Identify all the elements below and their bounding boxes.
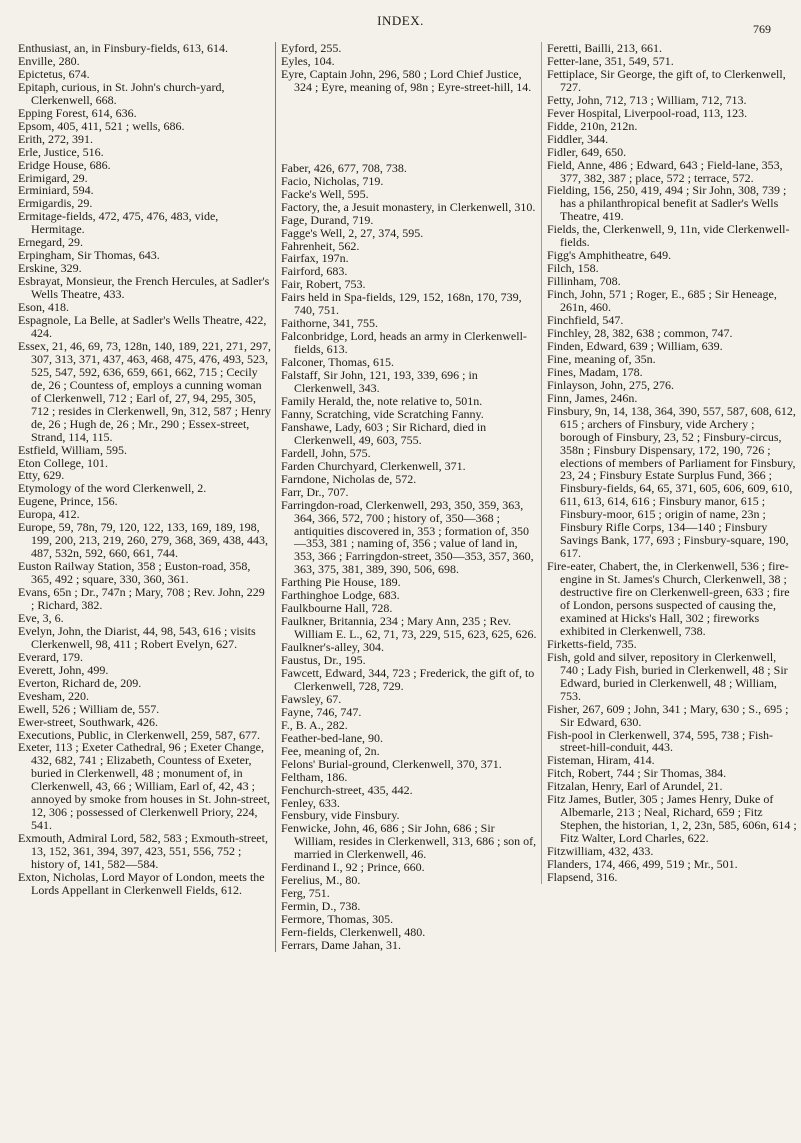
index-entry: Exmouth, Admiral Lord, 582, 583 ; Exmouth-street, 13, 152, 361, 394, 397, 423, 551, 556, 752 ; history of, 141, 582—584.: [18, 831, 268, 872]
index-entry: Erskine, 329.: [18, 261, 82, 276]
index-entry: Farthing Pie House, 189.: [281, 575, 401, 590]
index-entry: Fiddler, 344.: [547, 131, 609, 146]
index-entry: Falstaff, Sir John, 121, 193, 339, 696 ; in Clerkenwell, 343.: [281, 368, 478, 396]
index-entry: Everard, 179.: [18, 649, 83, 664]
index-entry: Ferrars, Dame Jahan, 31.: [281, 938, 401, 952]
index-entry: Eridge House, 686.: [18, 157, 111, 172]
index-entry: Erle, Justice, 516.: [18, 144, 104, 159]
index-entry: Epictetus, 674.: [18, 66, 90, 81]
index-entry: Erimigard, 29.: [18, 170, 88, 185]
index-entry: Enville, 280.: [18, 53, 80, 68]
index-entry: Firketts-field, 735.: [547, 636, 637, 651]
index-entry: Eve, 3, 6.: [18, 610, 64, 625]
index-entry: Eton College, 101.: [18, 455, 108, 470]
index-entry: Epsom, 405, 411, 521 ; wells, 686.: [18, 118, 185, 133]
index-entry: Fitch, Robert, 744 ; Sir Thomas, 384.: [547, 766, 727, 781]
index-entry: Ferdinand I., 92 ; Prince, 660.: [281, 860, 425, 875]
index-entry: Farthinghoe Lodge, 683.: [281, 588, 400, 603]
index-entry: Ferg, 751.: [281, 886, 330, 901]
index-entry: Fisteman, Hiram, 414.: [547, 753, 655, 768]
index-entry: Everton, Richard de, 209.: [18, 675, 142, 690]
index-entry: Fermin, D., 738.: [281, 899, 361, 914]
index-entry: Fanny, Scratching, vide Scratching Fanny.: [281, 406, 484, 421]
index-entry: Fielding, 156, 250, 419, 494 ; Sir John, 308, 739 ; has a philanthropical benefit at Sadler's Wells Theatre, 419.: [547, 183, 787, 224]
index-entry: Ermitage-fields, 472, 475, 476, 483, vide, Hermitage.: [18, 209, 219, 237]
index-entry: Farr, Dr., 707.: [281, 484, 349, 499]
index-entry: Fermore, Thomas, 305.: [281, 912, 394, 927]
index-entry: Erpingham, Sir Thomas, 643.: [18, 248, 160, 263]
index-entry: Faber, 426, 677, 708, 738.: [281, 160, 407, 175]
index-entry: Faustus, Dr., 195.: [281, 653, 366, 668]
index-entry: Fine, meaning of, 35n.: [547, 351, 656, 366]
index-entry: Evans, 65n ; Dr., 747n ; Mary, 708 ; Rev. John, 229 ; Richard, 382.: [18, 585, 265, 612]
index-entry: Fields, the, Clerkenwell, 9, 11n, vide Clerkenwell-fields.: [547, 222, 790, 250]
index-entry: Fitzwilliam, 432, 433.: [547, 844, 654, 859]
page-number: 769: [753, 22, 771, 36]
index-entry: Faulkner, Britannia, 234 ; Mary Ann, 235 ; Rev. William E. L., 62, 71, 73, 229, 515, 623, 625, 626.: [281, 614, 537, 642]
index-entry: Erminiard, 594.: [18, 183, 94, 198]
index-entry: Evelyn, John, the Diarist, 44, 98, 543, 616 ; visits Clerkenwell, 98, 411 ; Robert Evelyn, 627.: [18, 623, 256, 651]
index-entry: Farringdon-road, Clerkenwell, 293, 350, 359, 363, 364, 366, 572, 700 ; history of, 350—368 ; antiquities discovered in, 353 ; formation of, 350—353, 381 ; naming of, 356 ; value of land in, 353, 366 ; Farringdon-street, 350—353, 357, 360, 363, 375, 381, 389, 390, 506, 698.: [281, 497, 534, 577]
index-entry: Eyford, 255.: [281, 41, 342, 55]
index-entry: Feretti, Bailli, 213, 661.: [547, 41, 662, 55]
index-entry: Feather-bed-lane, 90.: [281, 730, 384, 745]
running-title: INDEX.: [377, 13, 424, 28]
index-entry: Fairs held in Spa-fields, 129, 152, 168n, 170, 739, 740, 751.: [281, 290, 522, 318]
index-entry: Feltham, 186.: [281, 769, 348, 784]
index-column-1: [18, 42, 271, 897]
index-entry: Epitaph, curious, in St. John's church-yard, Clerkenwell, 668.: [18, 79, 225, 107]
index-entry: Finlayson, John, 275, 276.: [547, 377, 675, 392]
index-entry: Fair, Robert, 753.: [281, 277, 366, 292]
index-entry: Fairford, 683.: [281, 264, 348, 279]
index-entry: Family Herald, the, note relative to, 501n.: [281, 393, 483, 408]
index-entry: Executions, Public, in Clerkenwell, 259, 587, 677.: [18, 727, 260, 742]
index-entry: Fensbury, vide Finsbury.: [281, 808, 400, 823]
index-entry: Fayne, 746, 747.: [281, 704, 362, 719]
index-entry: Falconbridge, Lord, heads an army in Clerkenwell-fields, 613.: [281, 329, 527, 357]
index-entry: Etymology of the word Clerkenwell, 2.: [18, 481, 207, 496]
index-entry: Facke's Well, 595.: [281, 186, 369, 201]
index-entry: Euston Railway Station, 358 ; Euston-road, 358, 365, 492 ; square, 330, 360, 361.: [18, 559, 251, 587]
index-entry: Falconer, Thomas, 615.: [281, 355, 394, 370]
index-entry: Espagnole, La Belle, at Sadler's Wells Theatre, 422, 424.: [18, 313, 267, 340]
index-entry: Exeter, 113 ; Exeter Cathedral, 96 ; Exeter Change, 432, 682, 741 ; Elizabeth, Countess of Exeter, buried in Clerkenwell, 48 ; monument of, in Clerkenwell, 43, 66 ; William, Earl of, 42, 43 ; annoyed by smoke from houses in St. John-street, 12, 306 ; possessed of Clerkenwell Priory, 224, 541.: [18, 740, 270, 833]
index-entry: Faulkbourne Hall, 728.: [281, 601, 393, 616]
index-entry: Finden, Edward, 639 ; William, 639.: [547, 338, 723, 353]
index-entry: Ermigardis, 29.: [18, 196, 93, 211]
index-entry: Erith, 272, 391.: [18, 131, 93, 146]
index-entry: Evesham, 220.: [18, 688, 89, 703]
index-entry: Estfield, William, 595.: [18, 442, 127, 457]
index-entry: Facio, Nicholas, 719.: [281, 173, 384, 188]
index-entry: Fever Hospital, Liverpool-road, 113, 123.: [547, 105, 748, 120]
index-entry: Europa, 412.: [18, 507, 80, 522]
page-header: [0, 10, 801, 34]
index-entry: Finchley, 28, 382, 638 ; common, 747.: [547, 325, 733, 340]
index-entry: Fage, Durand, 719.: [281, 212, 374, 227]
index-entry: Fillinham, 708.: [547, 274, 621, 289]
index-entry: Eyre, Captain John, 296, 580 ; Lord Chief Justice, 324 ; Eyre, meaning of, 98n ; Eyre-street-hill, 14.: [281, 66, 532, 94]
index-entry: Fish, gold and silver, repository in Clerkenwell, 740 ; Lady Fish, buried in Clerkenwell, 48 ; Sir Edward, buried in Clerkenwell, 48 ; William, 753.: [547, 649, 788, 703]
index-entry: Filch, 158.: [547, 261, 599, 276]
index-entry: Fisher, 267, 609 ; John, 341 ; Mary, 630 ; S., 695 ; Sir Edward, 630.: [547, 701, 789, 729]
index-entry: Felons' Burial-ground, Clerkenwell, 370, 371.: [281, 756, 502, 771]
index-entry: Fitz James, Butler, 305 ; James Henry, Duke of Albemarle, 213 ; Neal, Richard, 659 ; Fitz Stephen, the historian, 1, 2, 23n, 585, 606n, 614 ; Fitz Walter, Lord Charles, 622.: [547, 792, 797, 846]
index-entry: Fidler, 649, 650.: [547, 144, 627, 159]
index-entry: Enthusiast, an, in Finsbury-fields, 613, 614.: [18, 41, 228, 55]
index-entry: Ferelius, M., 80.: [281, 873, 361, 888]
index-entry: Ernegard, 29.: [18, 235, 83, 250]
index-entry: Ewer-street, Southwark, 426.: [18, 714, 159, 729]
index-entry: Fettiplace, Sir George, the gift of, to Clerkenwell, 727.: [547, 66, 786, 94]
index-entry: Esbrayat, Monsieur, the French Hercules, at Sadler's Wells Theatre, 433.: [18, 274, 270, 302]
index-entry: Finsbury, 9n, 14, 138, 364, 390, 557, 587, 608, 612, 615 ; archers of Finsbury, vide Archery ; borough of Finsbury, 23, 52 ; Finsbury-circus, 358n ; Finsbury Dispensary, 172, 190, 726 ; elections of members of Parliament for Finsbury, 23, 24 ; Finsbury Estate Surplus Fund, 366 ; Finsbury-fields, 64, 65, 371, 605, 606, 609, 610, 611, 613, 614, 616 ; Finsbury manor, 615 ; Finsbury-moor, 615 ; origin of name, 23n ; Finsbury Rifle Corps, 134—140 ; Finsbury Savings Bank, 177, 693 ; Finsbury-square, 190, 617.: [547, 403, 796, 561]
index-column-3: [541, 42, 797, 884]
index-entry: Finchfield, 547.: [547, 313, 624, 328]
index-entry: Fetty, John, 712, 713 ; William, 712, 713.: [547, 92, 747, 107]
index-entry: Essex, 21, 46, 69, 73, 128n, 140, 189, 221, 271, 297, 307, 313, 371, 437, 463, 468, 475, 476, 493, 523, 525, 547, 592, 636, 659, 661, 662, 715 ; Cecily de, 26 ; Countess of, employs a cunning woman of Clerkenwell, 712 ; Earl of, 27, 94, 295, 305, 712 ; resides in Clerkenwell, 9n, 312, 587 ; Henry de, 26 ; Hugh de, 26 ; Mr., 290 ; Essex-street, Strand, 114, 115.: [18, 338, 271, 444]
index-entry: Field, Anne, 486 ; Edward, 643 ; Field-lane, 353, 377, 382, 387 ; place, 572 ; terrace, 572.: [547, 157, 783, 185]
index-entry: Finn, James, 246n.: [547, 390, 638, 405]
index-entry: Eugene, Prince, 156.: [18, 494, 118, 509]
index-entry: Everett, John, 499.: [18, 662, 109, 677]
index-entry: Farndone, Nicholas de, 572.: [281, 471, 417, 486]
index-entry: Fern-fields, Clerkenwell, 480.: [281, 925, 426, 940]
index-entry: Figg's Amphitheatre, 649.: [547, 248, 672, 263]
index-entry: Flapsend, 316.: [547, 870, 618, 884]
index-entry: Fanshawe, Lady, 603 ; Sir Richard, died in Clerkenwell, 49, 603, 755.: [281, 419, 487, 447]
index-entry: Eyles, 104.: [281, 53, 335, 68]
index-entry: Exton, Nicholas, Lord Mayor of London, meets the Lords Appellant in Clerkenwell Fields, 612.: [18, 870, 265, 897]
index-entry: Faithorne, 341, 755.: [281, 316, 378, 331]
index-entry: Ewell, 526 ; William de, 557.: [18, 701, 160, 716]
index-entry: Fire-eater, Chabert, the, in Clerkenwell, 536 ; fire-engine in St. James's Church, Clerkenwell, 38 ; destructive fire on Clerkenwell-green, 633 ; fire of London, persons suspected of causing the, examined at Hicks's Hall, 302 ; fireworks exhibited in Clerkenwell, 738.: [547, 559, 790, 638]
index-entry: Fee, meaning of, 2n.: [281, 743, 380, 758]
index-entry: Flanders, 174, 466, 499, 519 ; Mr., 501.: [547, 857, 738, 872]
index-entry: Europe, 59, 78n, 79, 120, 122, 133, 169, 189, 198, 199, 200, 213, 219, 260, 279, 368, 369, 438, 443, 487, 532n, 592, 660, 661, 744.: [18, 520, 268, 561]
section-gap: [281, 106, 539, 150]
index-entry: Faulkner's-alley, 304.: [281, 640, 385, 655]
index-entry: Fairfax, 197n.: [281, 251, 349, 266]
index-entry: Fahrenheit, 562.: [281, 238, 360, 253]
index-entry: Fagge's Well, 2, 27, 374, 595.: [281, 225, 424, 240]
index-entry: Fenchurch-street, 435, 442.: [281, 782, 413, 797]
index-entry: Farden Churchyard, Clerkenwell, 371.: [281, 458, 466, 473]
index-entry: Fitzalan, Henry, Earl of Arundel, 21.: [547, 779, 723, 794]
index-entry: Fawcett, Edward, 344, 723 ; Frederick, the gift of, to Clerkenwell, 728, 729.: [281, 665, 535, 693]
index-entry: Etty, 629.: [18, 468, 65, 483]
index-entry: Fenwicke, John, 46, 686 ; Sir John, 686 ; Sir William, resides in Clerkenwell, 313, 686 ; son of, married in Clerkenwell, 46.: [281, 821, 537, 862]
index-entry: Finch, John, 571 ; Roger, E., 685 ; Sir Heneage, 261n, 460.: [547, 287, 777, 315]
index-column-2: [275, 42, 539, 952]
index-entry: Eson, 418.: [18, 300, 69, 315]
index-entry: Epping Forest, 614, 636.: [18, 105, 137, 120]
index-entry: Fines, Madam, 178.: [547, 364, 643, 379]
index-entry: Fidde, 210n, 212n.: [547, 118, 638, 133]
index-entry: Fetter-lane, 351, 549, 571.: [547, 53, 674, 68]
index-entry: Factory, the, a Jesuit monastery, in Clerkenwell, 310.: [281, 199, 536, 214]
index-entry: Fish-pool in Clerkenwell, 374, 595, 738 ; Fish-street-hill-conduit, 443.: [547, 727, 773, 755]
index-entry: F., B. A., 282.: [281, 717, 348, 732]
index-entry: Fardell, John, 575.: [281, 445, 371, 460]
index-entry: Fawsley, 67.: [281, 691, 342, 706]
index-entry: Fenley, 633.: [281, 795, 340, 810]
